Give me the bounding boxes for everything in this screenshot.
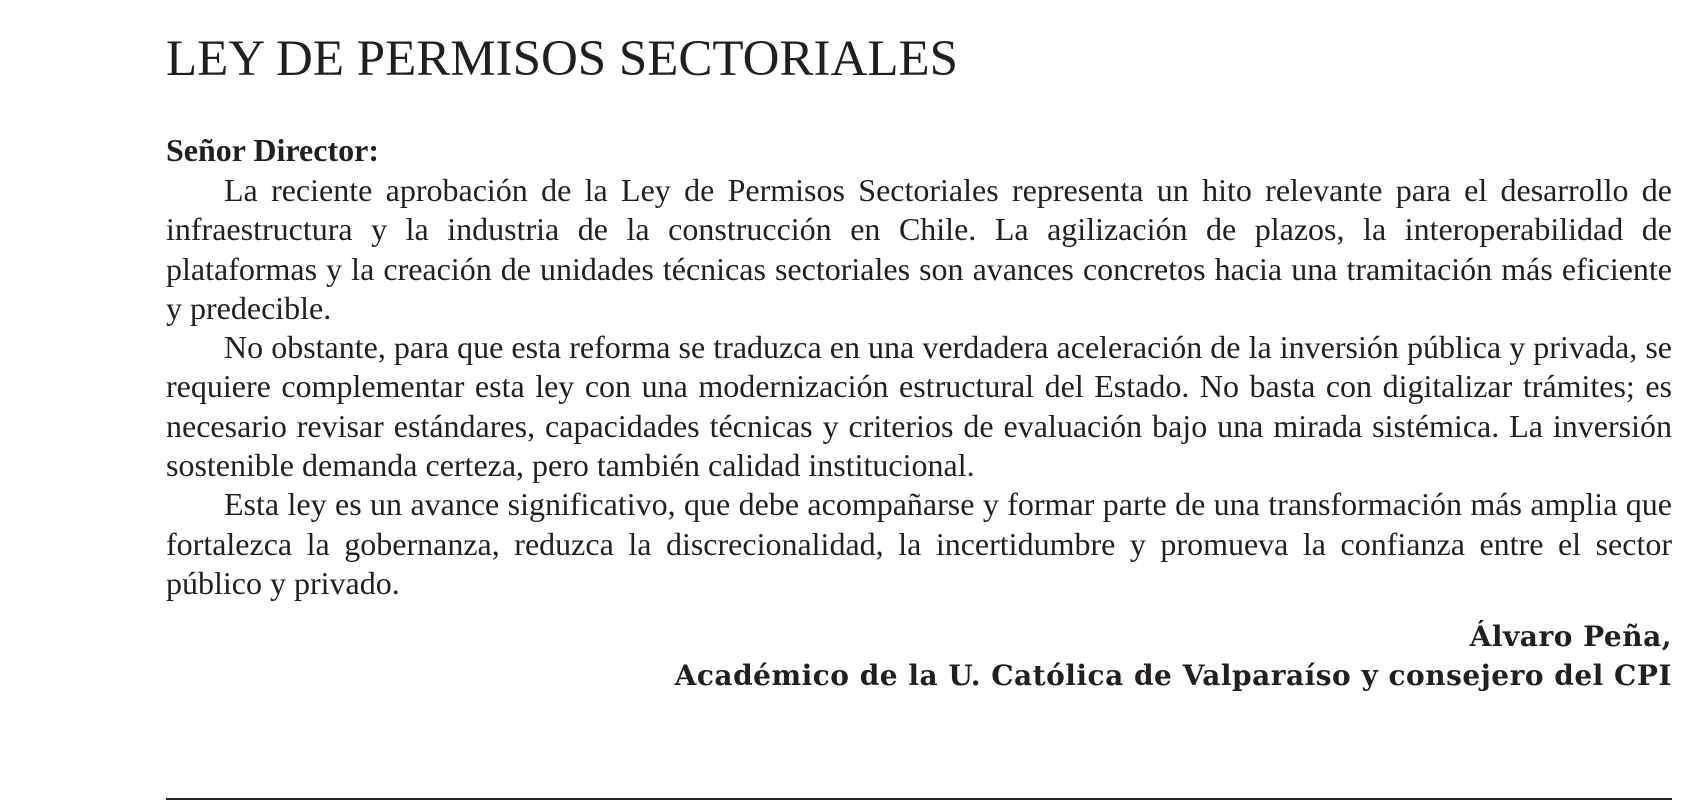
- body-paragraph: Esta ley es un avance significativo, que debe acompañarse y formar parte de una transformación más amplia que fortalezca la gobernanza, reduzca la discrecionalidad, la incertidumbre y promueva la confianza entre el sector público y privado.: [166, 486, 1672, 601]
- letter-article: [166, 28, 1672, 695]
- body-paragraph: La reciente aprobación de la Ley de Permisos Sectoriales representa un hito relevante para el desarrollo de infraestructura y la industria de la construcción en Chile. La agilización de plazos, la interoperabilidad de plataformas y la creación de unidades técnicas sectoriales son avances concretos hacia una tramitación más eficiente y predecible.: [166, 172, 1672, 326]
- article-title: LEY DE PERMISOS SECTORIALES: [166, 31, 958, 87]
- signature-name: Álvaro Peña,: [1469, 620, 1672, 654]
- salutation: Señor Director:: [166, 132, 379, 168]
- bottom-divider: [166, 798, 1672, 800]
- signature-block: [166, 617, 1672, 695]
- body-paragraph: No obstante, para que esta reforma se traduzca en una verdadera aceleración de la inversión pública y privada, se requiere complementar esta ley con una modernización estructural del Estado. No basta con digitalizar trámites; es necesario revisar estándares, capacidades técnicas y criterios de evaluación bajo una mirada sistémica. La inversión sostenible demanda certeza, pero también calidad institucional.: [166, 329, 1672, 484]
- signature-role: Académico de la U. Católica de Valparaíso y consejero del CPI: [674, 659, 1672, 693]
